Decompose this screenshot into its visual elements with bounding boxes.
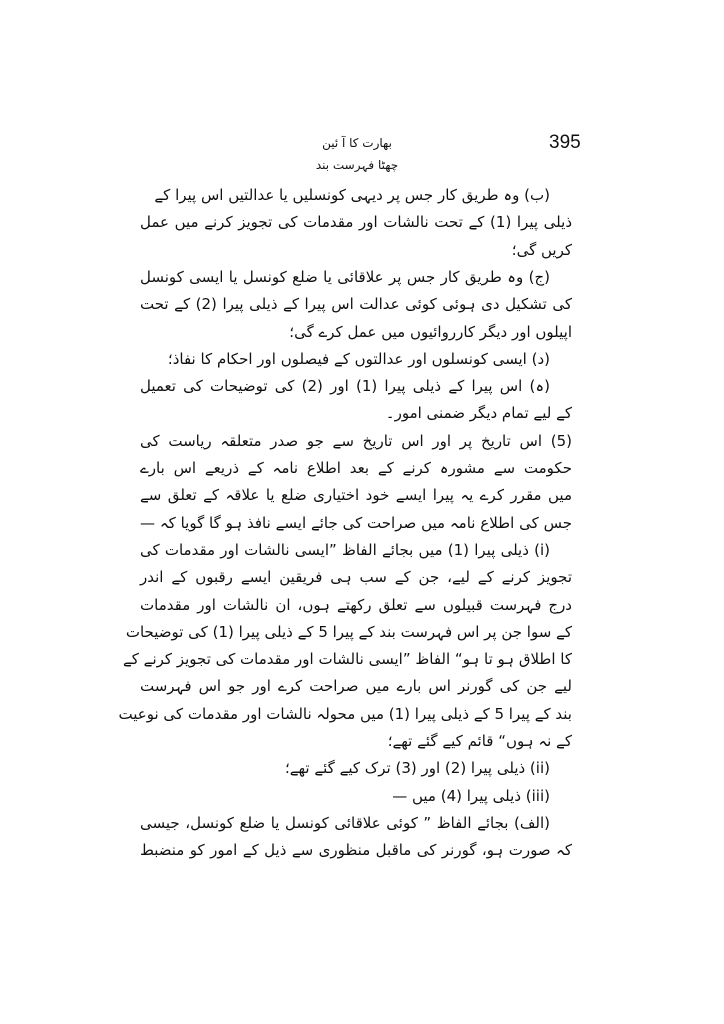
text-line: کے لیے تمام دیگر ضمنی امور۔ bbox=[385, 404, 572, 422]
running-head-subtitle: چھٹا فہرست بند bbox=[315, 158, 399, 172]
text-line: جس کی اطلاع نامہ میں صراحت کی جائے ایسے نافذ ہو گا گویا کہ — bbox=[140, 514, 572, 532]
text-line: (i) ذیلی پیرا (1) میں بجائے الفاظ ”ایسی نالشات اور مقدمات کی bbox=[140, 541, 550, 559]
text-line: کا اطلاق ہو تا ہو“ الفاظ ”ایسی نالشات اور مقدمات کی تجویز کرنے کے bbox=[122, 650, 572, 668]
text-line: (ب) وہ طریق کار جس پر دیہی کونسلیں یا عدالتیں اس پیرا کے bbox=[154, 186, 550, 204]
text-line: (ہ) اس پیرا کے ذیلی پیرا (1) اور (2) کی توضیحات کی تعمیل bbox=[140, 377, 550, 395]
text-line: لیے جن کی گورنر اس بارے میں صراحت کرے اور جو اس فہرست bbox=[140, 677, 572, 695]
running-head-title: بھارت کا آ ئین bbox=[322, 136, 392, 150]
text-line: (الف) بجائے الفاظ ” کوئی علاقائی کونسل یا ضلع کونسل، جیسی bbox=[140, 814, 550, 832]
text-line: کہ صورت ہو، گورنر کی ماقبل منظوری سے ذیل کے امور کو منضبط bbox=[140, 841, 572, 859]
text-line: حکومت سے مشورہ کرنے کے بعد اطلاع نامہ کے ذریعے اس بارے bbox=[140, 459, 572, 477]
text-line: بند کے پیرا 5 کے ذیلی پیرا (1) میں محولہ نالشات اور مقدمات کی نوعیت bbox=[118, 705, 572, 723]
text-line: کے سوا جن پر اس فہرست بند کے پیرا 5 کے ذیلی پیرا (1) کی توضیحات bbox=[125, 623, 572, 641]
text-line: میں مقرر کرے یہ پیرا ایسے خود اختیاری ضلع یا علاقہ کے تعلق سے bbox=[140, 486, 572, 504]
text-line: کے نہ ہوں“ قائم کیے گئے تھے؛ bbox=[387, 732, 572, 750]
text-line: ذیلی پیرا (1) کے تحت نالشات اور مقدمات کی تجویز کرنے میں عمل bbox=[140, 213, 572, 231]
text-line: (iii) ذیلی پیرا (4) میں — bbox=[392, 787, 550, 805]
text-line: (ii) ذیلی پیرا (2) اور (3) ترک کیے گئے تھے؛ bbox=[284, 759, 550, 777]
text-line: (5) اس تاریخ پر اور اس تاریخ سے جو صدر متعلقہ ریاست کی bbox=[140, 432, 572, 450]
text-line: (ج) وہ طریق کار جس پر علاقائی یا ضلع کونسل یا ایسی کونسل bbox=[140, 268, 550, 286]
text-line: اپیلوں اور دیگر کارروائیوں میں عمل کرے گی؛ bbox=[289, 323, 572, 341]
text-line: کی تشکیل دی ہوئی کوئی عدالت اس پیرا کے ذیلی پیرا (2) کے تحت bbox=[140, 295, 572, 313]
text-line: کریں گی؛ bbox=[511, 241, 572, 259]
text-line: تجویز کرنے کے لیے، جن کے سب ہی فریقین ایسے رقبوں کے اندر bbox=[140, 568, 572, 586]
page-number: 395 bbox=[549, 132, 581, 153]
text-line: درج فہرست قبیلوں سے تعلق رکھتے ہوں، ان نالشات اور مقدمات bbox=[140, 596, 572, 614]
text-line: (د) ایسی کونسلوں اور عدالتوں کے فیصلوں اور احکام کا نفاذ؛ bbox=[167, 350, 550, 368]
